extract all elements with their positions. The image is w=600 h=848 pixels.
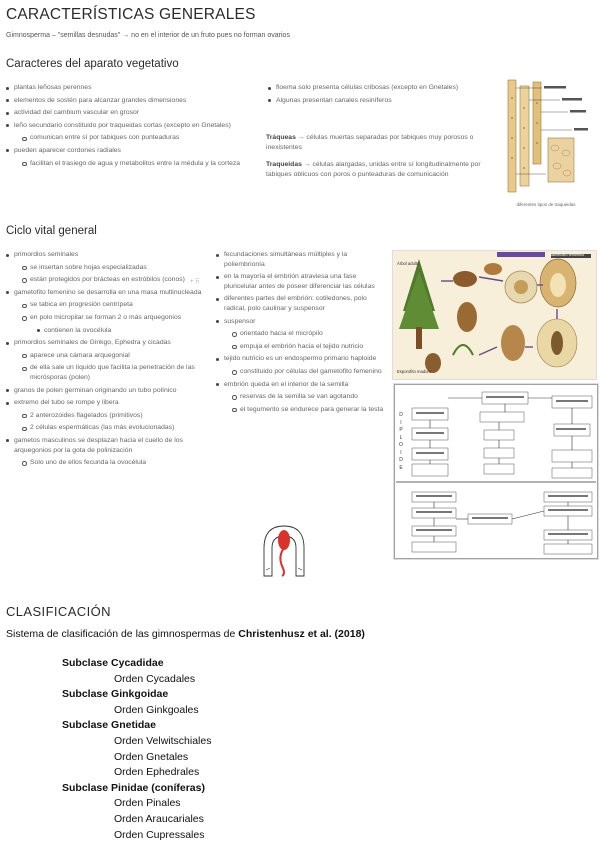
taxon-subclase: Subclase Pinidae (coníferas) — [62, 781, 205, 794]
taxon-orden: Orden Cycadales — [114, 672, 196, 685]
traqueidas-term: Traqueidas — [266, 161, 302, 168]
taxon-subclase: Subclase Cycadidae — [62, 657, 164, 669]
ciclo-col1-item: gametos masculinos se desplazan hacia el cuello de los arquegonios por la gota de polinización — [4, 436, 206, 455]
ciclo-col1-item: contienen la ovocélula — [4, 326, 206, 336]
ciclo-col1-item: Solo uno de ellos fecunda la ovocélula — [4, 458, 206, 468]
ciclo-col2-item: constituido por células del gametofito femenino — [214, 367, 384, 377]
diploide-letter: L — [399, 434, 403, 441]
veg-right-item: floema solo presenta células cribosas (excepto en Gnetales) — [266, 83, 481, 93]
ciclo-col1-item: 2 células espermáticas (las más evolucionadas) — [4, 423, 206, 433]
taxon-orden: Orden Gnetales — [114, 750, 189, 763]
ciclo-col1-item: primordios seminales de Ginkgo, Ephedra y cicadas — [4, 338, 206, 348]
ciclo-col1-item: se insertan sobre hojas especializadas — [4, 263, 206, 273]
ciclo-col2-item: el tegumento se endurece para generar la testa — [214, 405, 384, 415]
diploide-letter: I — [400, 419, 402, 426]
pine-seed-label: Esporofito maduro — [397, 369, 432, 374]
section-heading-clasificacion: CLASIFICACIÓN — [6, 604, 111, 619]
traqueas-term: Tráqueas — [266, 134, 296, 141]
taxon-subclase: Subclase Ginkgoidae — [62, 688, 169, 701]
diploide-letter: I — [400, 449, 402, 456]
traqueas-paragraph — [266, 133, 481, 152]
traqueidas-definition: → células alargadas, unidas entre sí longitudinalmente por tabiques oblicuos con poros o punteaduras de comunicación — [266, 161, 481, 178]
ciclo-col2-list — [214, 250, 384, 417]
pine-lifecycle-illustration — [393, 251, 596, 379]
cycle-flow-diagram — [393, 383, 599, 560]
ciclo-col1-item: 2 anterozoides flagelados (primitivos) — [4, 411, 206, 421]
diploide-letter: P — [399, 427, 403, 433]
pine-lifecycle-figure — [392, 250, 597, 380]
veg-right-list — [266, 83, 481, 108]
ciclo-col1-item: de ella sale un líquido que facilita la penetración de las micrósporas (polen) — [4, 363, 206, 382]
ciclo-col1-item: extremo del tubo se rompe y libera — [4, 398, 206, 408]
veg-left-item: leño secundario constituido por traqueidas cortas (excepto en Gnetales) — [4, 121, 272, 131]
ciclo-col1-item: en polo micropilar se forman 2 o más arquegonios — [4, 313, 206, 323]
seed-embryo-illustration — [258, 518, 310, 578]
taxon-orden: Orden Ephedrales — [114, 766, 200, 779]
pine-title-label: Gametofito femenino — [549, 253, 585, 257]
veg-right-item: Algunas presentan canales resiníferos — [266, 96, 481, 106]
veg-left-item: pueden aparecer cordones radiales — [4, 146, 272, 156]
traqueas-definition: → células muertas separadas por tabiques muy porosos o inexistentes — [266, 134, 474, 151]
taxon-orden: Orden Ginkgoales — [114, 703, 199, 716]
system-prefix: Sistema de clasificación de las gimnospermas de — [6, 628, 239, 640]
ciclo-col2-item: fecundaciones simultáneas múltiples y la poliembrionía — [214, 250, 384, 269]
veg-left-item: facilitan el trasiego de agua y metabolitos entre la médula y la corteza — [4, 159, 272, 169]
system-author: Christenhusz et al. (2018) — [238, 628, 365, 640]
expand-handle-icon[interactable]: + ⠿ — [190, 279, 200, 285]
ciclo-col2-item: empuja el embrión hacia el tejido nutricio — [214, 342, 384, 352]
ciclo-col1-item: gametofito femenino se desarrolla en una masa multinucleada — [4, 288, 206, 298]
ciclo-col2-item: reservas de la semilla se van agotando — [214, 392, 384, 402]
diploide-letter: D — [399, 457, 403, 463]
traqueidas-illustration — [502, 78, 590, 196]
veg-left-item: plantas leñosas perennes — [4, 83, 272, 93]
ciclo-col1-item: aparece una cámara arquegonial — [4, 351, 206, 361]
cycle-flow-illustration — [394, 384, 598, 559]
traqueidas-figure — [502, 78, 590, 206]
page-title: CARACTERÍSTICAS GENERALES — [6, 6, 256, 23]
diploide-letters — [397, 412, 405, 472]
taxon-orden: Orden Araucariales — [114, 812, 204, 825]
ciclo-col2-item: embrión queda en el interior de la semilla — [214, 380, 384, 390]
diploide-letter: D — [399, 412, 403, 418]
taxon-orden: Orden Cupressales — [114, 828, 205, 841]
ciclo-col1-item: se tabica en progresión centrípeta — [4, 300, 206, 310]
veg-left-item: elementos de sostén para alcanzar grandes dimensiones — [4, 96, 272, 106]
ciclo-col2-item: en la mayoría el embrión atraviesa una fase pluricelular antes de poseer diferenciar las células — [214, 272, 384, 291]
taxon-orden: Orden Pinales — [114, 797, 181, 810]
veg-left-list — [4, 83, 272, 171]
veg-left-item: actividad del cambium vascular en grosor — [4, 108, 272, 118]
seed-embryo-figure — [258, 518, 310, 578]
veg-left-item: comunican entre sí por tabiques con punteaduras — [4, 133, 272, 143]
traqueidas-paragraph — [266, 160, 481, 179]
ciclo-col2-item: orientado hacia el micrópilo — [214, 329, 384, 339]
traqueidas-caption: diferentes tipos de traqueidas — [516, 202, 576, 207]
taxon-orden: Orden Velwitschiales — [114, 734, 212, 747]
taxon-subclase: Subclase Gnetidae — [62, 719, 156, 732]
diploide-letter: E — [399, 464, 403, 471]
ciclo-col2-item: diferentes partes del embrión: cotiledones, polo radical, polo caulinar y suspensor — [214, 294, 384, 313]
ciclo-col1-list — [4, 250, 206, 471]
pine-adult-label: Árbol adulto — [397, 261, 420, 266]
ciclo-col1-item: primordios seminales — [4, 250, 206, 260]
ciclo-col1-item: están protegidos por brácteas en estróbilos (conos) — [4, 275, 206, 285]
section-heading-vegetativo: Caracteres del aparato vegetativo — [6, 58, 179, 70]
ciclo-col2-item: suspensor — [214, 317, 384, 327]
taxonomy-list — [0, 656, 400, 843]
ciclo-col1-item: granos de polen germinan originando un tubo polínico — [4, 386, 206, 396]
page-subtitle: Gimnosperma – "semillas desnudas" → no en el interior de un fruto pues no forman ovarios — [6, 32, 290, 39]
classification-system-line — [6, 628, 365, 640]
diploide-letter: O — [399, 442, 403, 448]
ciclo-col2-item: tejido nutricio es un endospermo primario haploide — [214, 354, 384, 364]
section-heading-ciclo: Ciclo vital general — [6, 225, 97, 237]
